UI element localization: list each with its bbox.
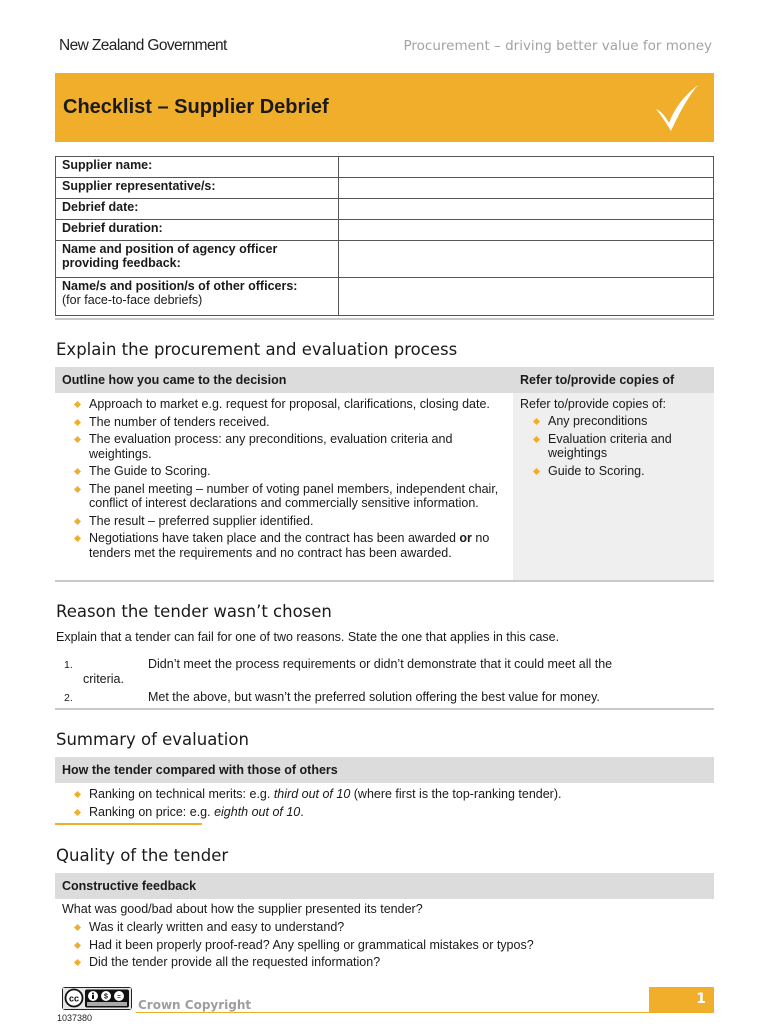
table-row [56,199,714,220]
list-item: Guide to Scoring. [529,464,709,479]
process-table-header [55,367,714,393]
table-row [56,278,714,316]
table-row [56,241,714,278]
supplier-representatives-field[interactable] [338,178,713,199]
divider [55,823,202,825]
agency-officer-label: Name and position of agency officer providing feedback: [56,241,339,278]
quality-table-header [55,873,714,899]
other-officers-field[interactable] [338,278,713,316]
other-officers-label-text: Name/s and position/s of other officers: [62,279,298,293]
cc-badge-graphic [63,988,131,1009]
reason-section-heading: Reason the tender wasn’t chosen [56,602,332,621]
list-item: Approach to market e.g. request for proposal, clarifications, closing date. [70,397,510,412]
supplier-name-label: Supplier name: [56,157,339,178]
refer-column-header: Refer to/provide copies of [520,373,675,387]
quality-intro: What was good/bad about how the supplier presented its tender? [62,902,423,916]
list-item: The Guide to Scoring. [70,464,510,479]
document-id: 1037380 [57,1013,93,1023]
list-item [70,531,510,560]
list-item: Was it clearly written and easy to understand? [70,920,690,935]
list-item-emphasis: eighth out of 10 [214,804,301,819]
header-tagline: Procurement – driving better value for money [403,38,712,54]
process-section-heading: Explain the procurement and evaluation process [56,340,458,359]
list-item: Any preconditions [529,414,709,429]
debrief-duration-field[interactable] [338,220,713,241]
list-item-text: Negotiations have taken place and the contract has been awarded [89,531,460,545]
list-item-text-continued: criteria. [83,671,124,686]
other-officers-sublabel: (for face-to-face debriefs) [62,293,203,307]
svg-text:=: = [117,994,121,1001]
list-item: Evaluation criteria and weightings [529,432,709,461]
nz-government-logo: New Zealand Government [59,37,227,54]
page-title: Checklist – Supplier Debrief [63,96,329,118]
refer-list [529,414,709,481]
creative-commons-icon [62,987,132,1010]
svg-text:cc: cc [68,993,80,1004]
title-banner [55,73,714,142]
quality-section-heading: Quality of the tender [56,846,229,865]
list-item-text: Didn’t meet the process requirements or didn’t demonstrate that it could meet all the [148,657,613,671]
footer-divider [136,1012,649,1013]
quality-subheader: Constructive feedback [62,879,197,893]
list-item-emphasis: or [459,531,472,545]
list-number: 1. [64,659,73,671]
supplier-info-table [55,156,714,316]
page-number-box [649,987,714,1013]
checkmark-icon [654,79,700,135]
list-item-text: Met the above, but wasn’t the preferred solution offering the best value for money. [148,690,600,704]
divider [55,708,714,710]
table-row [56,178,714,199]
list-item: The evaluation process: any preconditions, evaluation criteria and weightings. [70,432,510,461]
debrief-date-label: Debrief date: [56,199,339,220]
quality-list [70,920,690,973]
summary-section-heading: Summary of evaluation [56,730,249,749]
list-item-emphasis: third out of 10 [273,787,351,801]
crown-copyright: Crown Copyright [138,998,252,1012]
svg-text:$: $ [104,993,108,1001]
list-item [70,805,690,820]
table-row [56,220,714,241]
debrief-duration-label: Debrief duration: [56,220,339,241]
list-item-text: . [300,804,304,819]
agency-officer-field[interactable] [338,241,713,278]
list-item [70,787,690,802]
list-item: Had it been properly proof-read? Any spelling or grammatical mistakes or typos? [70,938,690,953]
list-item [64,657,674,686]
refer-intro: Refer to/provide copies of: [520,397,666,411]
list-item: The result – preferred supplier identified. [70,514,510,529]
divider [55,580,714,582]
summary-subheader: How the tender compared with those of others [62,763,338,777]
summary-table-header [55,757,714,783]
divider [55,318,714,320]
list-item-text: (where first is the top-ranking tender). [350,787,562,801]
reason-intro: Explain that a tender can fail for one of two reasons. State the one that applies in this case. [56,630,560,644]
debrief-date-field[interactable] [338,199,713,220]
list-item: The panel meeting – number of voting panel members, independent chair, conflict of interest declarations and commercially sensitive information. [70,482,510,511]
summary-list [70,787,690,822]
list-item-text: Ranking on price: e.g. [89,804,215,819]
page-number: 1 [696,991,706,1007]
list-item [64,690,674,705]
supplier-name-field[interactable] [338,157,713,178]
list-item: Did the tender provide all the requested information? [70,955,690,970]
other-officers-label [56,278,339,316]
supplier-representatives-label: Supplier representative/s: [56,178,339,199]
table-row [56,157,714,178]
list-item-text: Ranking on technical merits: e.g. [89,787,274,801]
process-list [70,397,510,563]
list-number: 2. [64,692,73,704]
list-item: The number of tenders received. [70,415,510,430]
list-item-text: no tenders met the requirements and no contract has been awarded. [89,531,490,560]
outline-column-header: Outline how you came to the decision [62,373,287,387]
